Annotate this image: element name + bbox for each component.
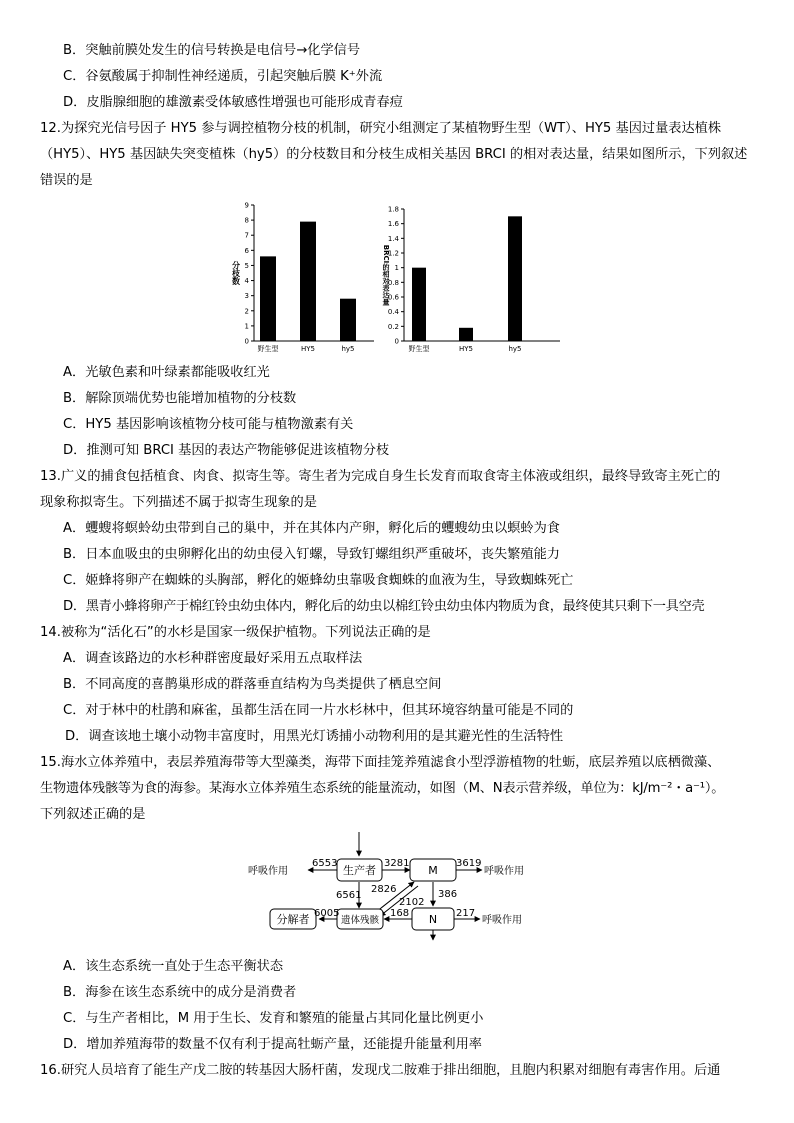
y-tick-label: 7 <box>244 231 249 240</box>
q13-option-c: C．姬蜂将卵产在蜘蛛的头胸部，孵化的姬蜂幼虫靠吸食蜘蛛的血液为生，导致蜘蛛死亡 <box>63 573 574 588</box>
y-tick-label: 3 <box>244 292 249 301</box>
bar-1 <box>300 222 316 341</box>
bar-0 <box>260 256 276 341</box>
y-tick-label: 1 <box>244 322 249 331</box>
q14-option-a: A．调查该路边的水杉种群密度最好采用五点取样法 <box>63 651 363 666</box>
bar-0 <box>412 268 426 341</box>
q11-option-d: D．皮脂腺细胞的雄激素受体敏感性增强也可能形成青春痘 <box>63 95 403 110</box>
q15-option-a: A．该生态系统一直处于生态平衡状态 <box>63 959 284 974</box>
y-tick-label: 1.4 <box>387 234 399 243</box>
q16-stem-line1: 16.研究人员培育了能生产戊二胺的转基因大肠杆菌，发现戊二胺难于排出细胞，且胞内积累对细胞有毒害作用。后通 <box>40 1063 721 1078</box>
value-217: 217 <box>456 908 476 919</box>
q13-stem-line2: 现象称拟寄生。下列描述不属于拟寄生现象的是 <box>40 495 317 510</box>
y-tick-label: 8 <box>244 216 249 225</box>
branch-count-chart <box>226 196 376 358</box>
y-tick-label: 1.6 <box>387 220 399 229</box>
q15-option-c: C．与生产者相比，M 用于生长、发育和繁殖的能量占其同化量比例更小 <box>63 1011 484 1026</box>
value-3619: 3619 <box>456 858 482 869</box>
n-node: N <box>428 913 438 926</box>
category-label: HY5 <box>459 345 473 353</box>
q12-option-b: B．解除顶端优势也能增加植物的分枝数 <box>63 391 297 406</box>
q12-stem-line1: 12.为探究光信号因子 HY5 参与调控植物分枝的机制，研究小组测定了某植物野生型（WT）、HY5 基因过量表达植株 <box>40 121 722 136</box>
y-tick-label: 0 <box>244 337 249 346</box>
q14-option-c: C．对于林中的杜鹃和麻雀，虽都生活在同一片水杉林中，但其环境容纳量可能是不同的 <box>63 703 574 718</box>
y-axis-label: BRCI的相对表达量 <box>382 244 390 306</box>
q13-stem-line1: 13.广义的捕食包括植食、肉食、拟寄生等。寄生者为完成自身生长发育而取食寄主体液或组织，最终导致寄主死亡的 <box>40 469 721 484</box>
respiration-left: 呼吸作用 <box>248 866 288 877</box>
q15-option-b: B．海参在该生态系统中的成分是消费者 <box>63 985 297 1000</box>
value-2826: 2826 <box>371 884 397 895</box>
q14-option-b: B．不同高度的喜鹊巢形成的群落垂直结构为鸟类提供了栖息空间 <box>63 677 442 692</box>
y-tick-label: 1.2 <box>387 249 399 258</box>
y-tick-label: 0.2 <box>387 322 399 331</box>
value-2102: 2102 <box>399 897 425 908</box>
bar-1 <box>459 328 473 341</box>
y-tick-label: 4 <box>244 277 249 286</box>
category-label: 野生型 <box>257 345 279 353</box>
q14-option-d: D．调查该地土壤小动物丰富度时，用黑光灯诱捕小动物利用的是其避光性的生活特性 <box>65 729 564 744</box>
y-tick-label: 1 <box>394 264 399 273</box>
q13-option-b: B．日本血吸虫的虫卵孵化出的幼虫侵入钉螺，导致钉螺组织严重破坏，丧失繁殖能力 <box>63 547 560 562</box>
value-3281: 3281 <box>384 858 410 869</box>
producer-node: 生产者 <box>343 864 376 877</box>
q15-stem-line3: 下列叙述正确的是 <box>40 807 146 822</box>
y-tick-label: 0 <box>394 337 399 346</box>
decomposer-node: 分解者 <box>276 913 310 926</box>
q11-option-b: B．突触前膜处发生的信号转换是电信号→化学信号 <box>63 43 361 58</box>
q15-stem-line2: 生物遗体残骸等为食的海参。某海水立体养殖生态系统的能量流动，如图（M、N表示营养级，单位为：kJ/m⁻²・a⁻¹）。 <box>40 781 725 796</box>
y-tick-label: 0.6 <box>387 293 399 302</box>
y-tick-label: 2 <box>244 307 249 316</box>
value-386: 386 <box>438 889 458 900</box>
y-tick-label: 1.8 <box>387 205 399 214</box>
q12-stem-line3: 错误的是 <box>40 173 93 188</box>
category-label: HY5 <box>301 345 315 353</box>
y-tick-label: 6 <box>244 246 249 255</box>
q13-option-d: D．黑青小蜂将卵产于棉红铃虫幼虫体内，孵化后的幼虫以棉红铃虫幼虫体内物质为食，最终使其只剩下一具空壳 <box>63 599 705 614</box>
q12-stem-line2: （HY5）、HY5 基因缺失突变植株（hy5）的分枝数目和分枝生成相关基因 BRCI 的相对表达量，结果如图所示，下列叙述 <box>40 147 748 162</box>
value-6553: 6553 <box>312 858 338 869</box>
brci-expression-chart <box>374 196 564 358</box>
category-label: hy5 <box>341 345 355 353</box>
q12-option-d: D．推测可知 BRCI 基因的表达产物能够促进该植物分枝 <box>63 443 390 458</box>
category-label: 野生型 <box>408 345 430 353</box>
value-168: 168 <box>390 908 410 919</box>
y-tick-label: 5 <box>244 261 249 270</box>
category-label: hy5 <box>508 345 522 353</box>
value-6005: 6005 <box>314 908 340 919</box>
q14-stem: 14.被称为“活化石”的水杉是国家一级保护植物。下列说法正确的是 <box>40 625 431 640</box>
m-node: M <box>428 864 438 877</box>
q12-option-a: A．光敏色素和叶绿素都能吸收红光 <box>63 365 270 380</box>
y-axis-label: 分枝数 <box>231 261 241 285</box>
bar-2 <box>508 216 522 341</box>
residue-node: 遗体残骸 <box>340 915 380 926</box>
y-tick-label: 9 <box>244 201 249 210</box>
bar-2 <box>340 299 356 341</box>
q12-option-c: C．HY5 基因影响该植物分枝可能与植物激素有关 <box>63 417 354 432</box>
y-tick-label: 0.8 <box>387 278 399 287</box>
respiration-m: 呼吸作用 <box>484 866 524 877</box>
q15-option-d: D．增加养殖海带的数量不仅有利于提高牡蛎产量，还能提升能量利用率 <box>63 1037 482 1052</box>
q15-stem-line1: 15.海水立体养殖中，表层养殖海带等大型藻类，海带下面挂笼养殖滤食小型浮游植物的牡蛎，底层养殖以底栖微藻、 <box>40 755 721 770</box>
value-6561: 6561 <box>336 890 362 901</box>
energy-flow-diagram <box>248 826 548 944</box>
q11-option-c: C．谷氨酸属于抑制性神经递质，引起突触后膜 K⁺外流 <box>63 69 383 84</box>
y-tick-label: 0.4 <box>387 308 399 317</box>
q13-option-a: A．蠼螋将螟蛉幼虫带到自己的巢中，并在其体内产卵，孵化后的蠼螋幼虫以螟蛉为食 <box>63 521 560 536</box>
respiration-n: 呼吸作用 <box>482 915 522 926</box>
